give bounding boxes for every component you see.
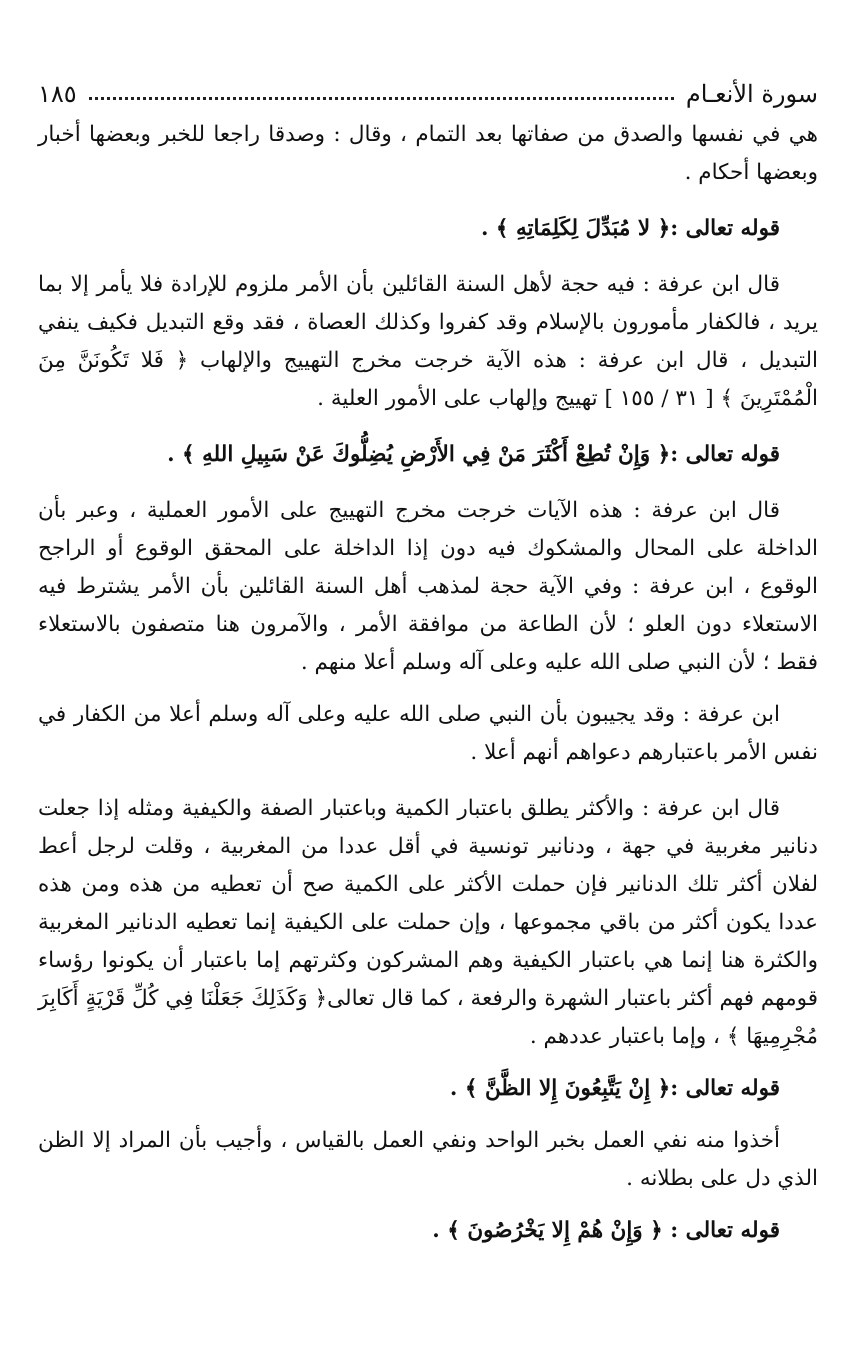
commentary-paragraph: قال ابن عرفة : فيه حجة لأهل السنة القائلين بأن الأمر ملزوم للإرادة فلا يأمر إلا بما يريد ، فالكفار مأمورون بالإسلام وقد كفروا وكذلك العصاة ، فقد وقع التبديل فكيف ينفي التبديل ، قال ابن عرفة : هذه الآية خرجت مخرج التهييج والإلهاب ﴿ فَلا تَكُونَنَّ مِنَ الْمُمْتَرِينَ ﴾ [ ٣١ / ١٥٥ ] تهييج وإلهاب على الأمور العلية . bbox=[38, 272, 818, 411]
verse-heading: قوله تعالى : ﴿ وَإِنْ هُمْ إِلا يَخْرُصُونَ ﴾ . bbox=[432, 1218, 780, 1243]
verse-heading: قوله تعالى :﴿ إِنْ يَتَّبِعُونَ إِلا الظَّنَّ ﴾ . bbox=[449, 1076, 780, 1101]
header-dotted-leader bbox=[89, 97, 674, 100]
commentary-paragraph: ابن عرفة : وقد يجيبون بأن النبي صلى الله عليه وعلى آله وسلم أعلا من الكفار في نفس الأمر باعتبارهم دعواهم أنهم أعلا . bbox=[38, 702, 818, 765]
commentary-paragraph: قال ابن عرفة : هذه الآيات خرجت مخرج التهييج على الأمور العملية ، وعبر بأن الداخلة على المحال والمشكوك فيه دون إذا الداخلة على المحقق الوقوع أو الراجح الوقوع ، ابن عرفة : وفي الآية حجة لمذهب أهل السنة القائلين بأن الأمر يشترط فيه الاستعلاء دون العلو ؛ لأن الطاعة من موافقة الأمر ، والآمرون هنا متصفون بالاستعلاء فقط ؛ لأن النبي صلى الله عليه وعلى آله وسلم أعلا منهم . bbox=[38, 498, 818, 675]
page-number: ١٨٥ bbox=[38, 80, 77, 108]
running-header bbox=[38, 74, 818, 114]
verse-heading: قوله تعالى :﴿ لا مُبَدِّلَ لِكَلِمَاتِهِ ﴾ . bbox=[480, 216, 780, 241]
surah-title: سورة الأنعـام bbox=[685, 80, 818, 108]
page-body bbox=[38, 116, 818, 1250]
commentary-paragraph: أخذوا منه نفي العمل بخبر الواحد ونفي العمل بالقياس ، وأجيب بأن المراد إلا الظن الذي دل على بطلانه . bbox=[38, 1128, 818, 1191]
verse-heading: قوله تعالى :﴿ وَإِنْ تُطِعْ أَكْثَرَ مَنْ فِي الأَرْضِ يُضِلُّوكَ عَنْ سَبِيلِ اللهِ ﴾ . bbox=[167, 442, 780, 467]
paragraph-continuation: هي في نفسها والصدق من صفاتها بعد التمام ، وقال : وصدقا راجعا للخبر وبعضها أخبار وبعضها أحكام . bbox=[38, 122, 818, 185]
commentary-paragraph: قال ابن عرفة : والأكثر يطلق باعتبار الكمية وباعتبار الصفة والكيفية ومثله إذا جعلت دنانير مغربية في جهة ، ودنانير تونسية في أقل عددا من المغربية ، وقلت لرجل أعط لفلان أكثر تلك الدنانير فإن حملت الأكثر على الكمية صح أن تعطيه من هذه ومن هذه عددا يكون أكثر من باقي مجموعها ، وإن حملت على الكيفية إنما تعطيه الدنانير المغربية والكثرة هنا إنما هي باعتبار الكيفية وهم المشركون وكثرتهم إما باعتبار أن يكونوا رؤساء قومهم فهم أكثر باعتبار الشهرة والرفعة ، كما قال تعالى﴿ وَكَذَلِكَ جَعَلْنَا فِي كُلِّ قَرْيَةٍ أَكَابِرَ مُجْرِمِيهَا ﴾ ، وإما باعتبار عددهم . bbox=[38, 796, 818, 1049]
